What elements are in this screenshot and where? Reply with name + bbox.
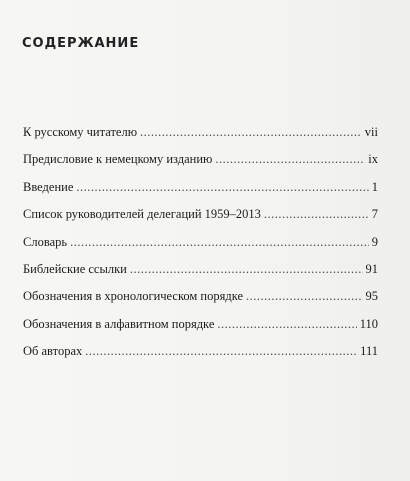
toc-entry-page: 91 bbox=[365, 261, 378, 276]
toc-entry-dictionary bbox=[23, 234, 378, 261]
table-of-contents bbox=[23, 124, 378, 371]
toc-entry-title: К русскому читателю bbox=[23, 125, 138, 139]
toc-entry-title: Словарь bbox=[23, 234, 68, 249]
toc-dot-leader bbox=[140, 124, 362, 140]
toc-dot-leader bbox=[264, 206, 369, 222]
toc-entry-introduction bbox=[23, 179, 378, 206]
toc-entry-title: Библейские ссылки bbox=[23, 261, 127, 276]
toc-entry-biblical-references bbox=[23, 261, 378, 288]
toc-entry-title: Об авторах bbox=[23, 344, 83, 359]
toc-entry-page: 110 bbox=[359, 316, 378, 331]
toc-entry-about-authors bbox=[23, 343, 378, 370]
toc-dot-leader bbox=[70, 234, 369, 250]
toc-dot-leader bbox=[85, 343, 357, 359]
toc-dot-leader bbox=[217, 316, 356, 332]
toc-entry-page: 95 bbox=[365, 289, 378, 304]
toc-entry-title: Введение bbox=[23, 179, 74, 194]
toc-entry-chronological-notation bbox=[23, 288, 378, 315]
toc-entry-page: 9 bbox=[371, 234, 378, 249]
page-title: СОДЕРЖАНИЕ bbox=[22, 36, 140, 51]
toc-entry-title: Обозначения в хронологическом порядке bbox=[23, 289, 244, 304]
toc-entry-page: ix bbox=[368, 152, 378, 167]
toc-entry-delegation-heads bbox=[23, 206, 378, 233]
toc-entry-preface bbox=[23, 151, 378, 178]
toc-entry-title: Список руководителей делегаций 1959–2013 bbox=[23, 207, 261, 222]
toc-entry-title: Предисловие к немецкому изданию bbox=[23, 152, 213, 167]
toc-dot-leader bbox=[215, 151, 365, 167]
toc-entry-page: 111 bbox=[360, 344, 378, 359]
toc-entry-to-russian-reader bbox=[23, 124, 378, 151]
toc-entry-title: Обозначения в алфавитном порядке bbox=[23, 316, 215, 331]
toc-entry-page: 1 bbox=[371, 179, 378, 194]
toc-entry-page: vii bbox=[364, 125, 378, 139]
toc-dot-leader bbox=[130, 261, 363, 277]
toc-dot-leader bbox=[76, 179, 368, 195]
toc-entry-alphabetical-notation bbox=[23, 316, 378, 343]
toc-entry-page: 7 bbox=[371, 207, 378, 222]
toc-dot-leader bbox=[246, 288, 362, 304]
